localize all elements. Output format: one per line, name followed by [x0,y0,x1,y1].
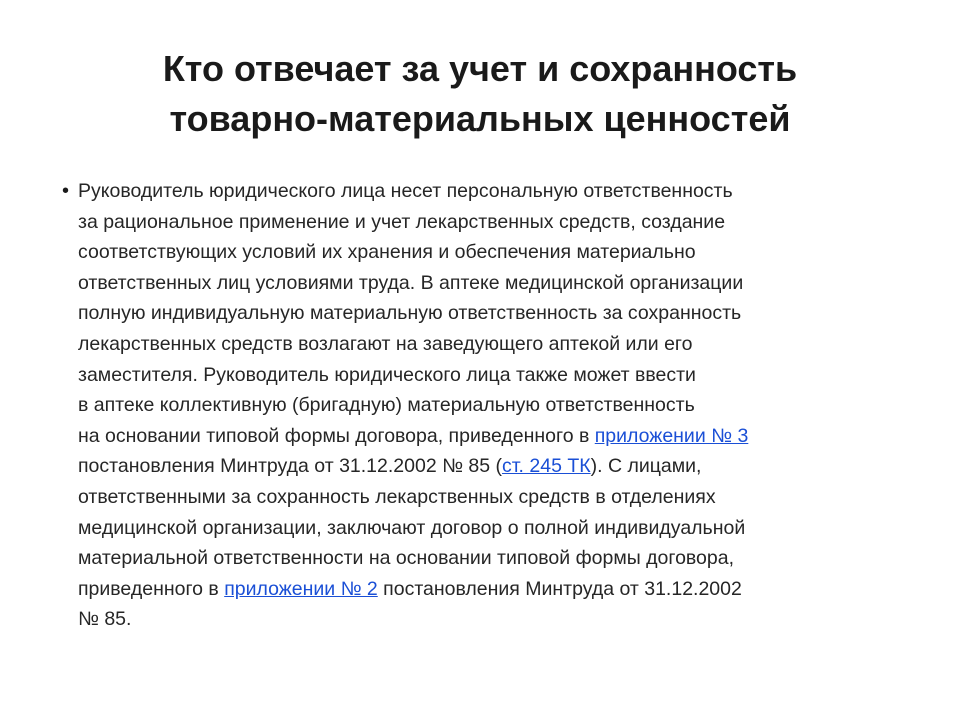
slide-title-line-1: Кто отвечает за учет и сохранность [162,48,798,89]
paragraph-text: лекарственных средств возлагают на заведующего аптекой или его [78,332,693,355]
paragraph-line [78,207,748,238]
paragraph-text: ответственными за сохранность лекарственных средств в отделениях [78,485,716,508]
paragraph-line [78,513,748,544]
paragraph-line [78,543,748,574]
paragraph-text: заместителя. Руководитель юридического лица также может ввести [78,363,696,386]
paragraph-line [78,329,748,360]
paragraph-line [78,604,748,635]
paragraph-line [78,237,748,268]
bullet-paragraph [78,176,748,635]
document-link[interactable]: приложении № 2 [224,577,378,600]
paragraph-text: материальной ответственности на основании типовой формы договора, [78,547,735,570]
paragraph-line [78,298,748,329]
paragraph-text: постановления Минтруда от 31.12.2002 [377,577,742,600]
paragraph-text: за рациональное применение и учет лекарственных средств, создание [78,210,726,233]
paragraph-line [78,574,748,605]
paragraph-text: ответственных лиц условиями труда. В аптеке медицинской организации [78,271,744,294]
paragraph-text: ). С лицами, [590,455,702,478]
paragraph-line [78,421,748,452]
paragraph-text: в аптеке коллективную (бригадную) материальную ответственность [78,394,695,417]
paragraph-line [78,390,748,421]
document-link[interactable]: ст. 245 ТК [502,455,591,478]
document-link[interactable]: приложении № 3 [594,424,749,447]
paragraph-line [78,176,748,207]
paragraph-text: приведенного в [78,577,225,600]
paragraph-text: постановления Минтруда от 31.12.2002 № 85 ( [78,455,503,478]
paragraph-text: полную индивидуальную материальную ответственность за сохранность [78,302,742,325]
paragraph-text: Руководитель юридического лица несет персональную ответственность [78,180,733,202]
paragraph-line [78,482,748,513]
paragraph-line [78,451,748,482]
paragraph-text: соответствующих условий их хранения и обеспечения материально [78,241,696,264]
bullet-marker: • [62,180,70,202]
paragraph-text: № 85. [78,608,132,631]
slide-title-line-2: товарно-материальных ценностей [169,98,791,139]
slide-title [80,44,880,144]
paragraph-line [78,360,748,391]
paragraph-text: медицинской организации, заключают договор о полной индивидуальной [78,516,746,539]
paragraph-text: на основании типовой формы договора, приведенного в [78,424,595,447]
paragraph-line [78,268,748,299]
